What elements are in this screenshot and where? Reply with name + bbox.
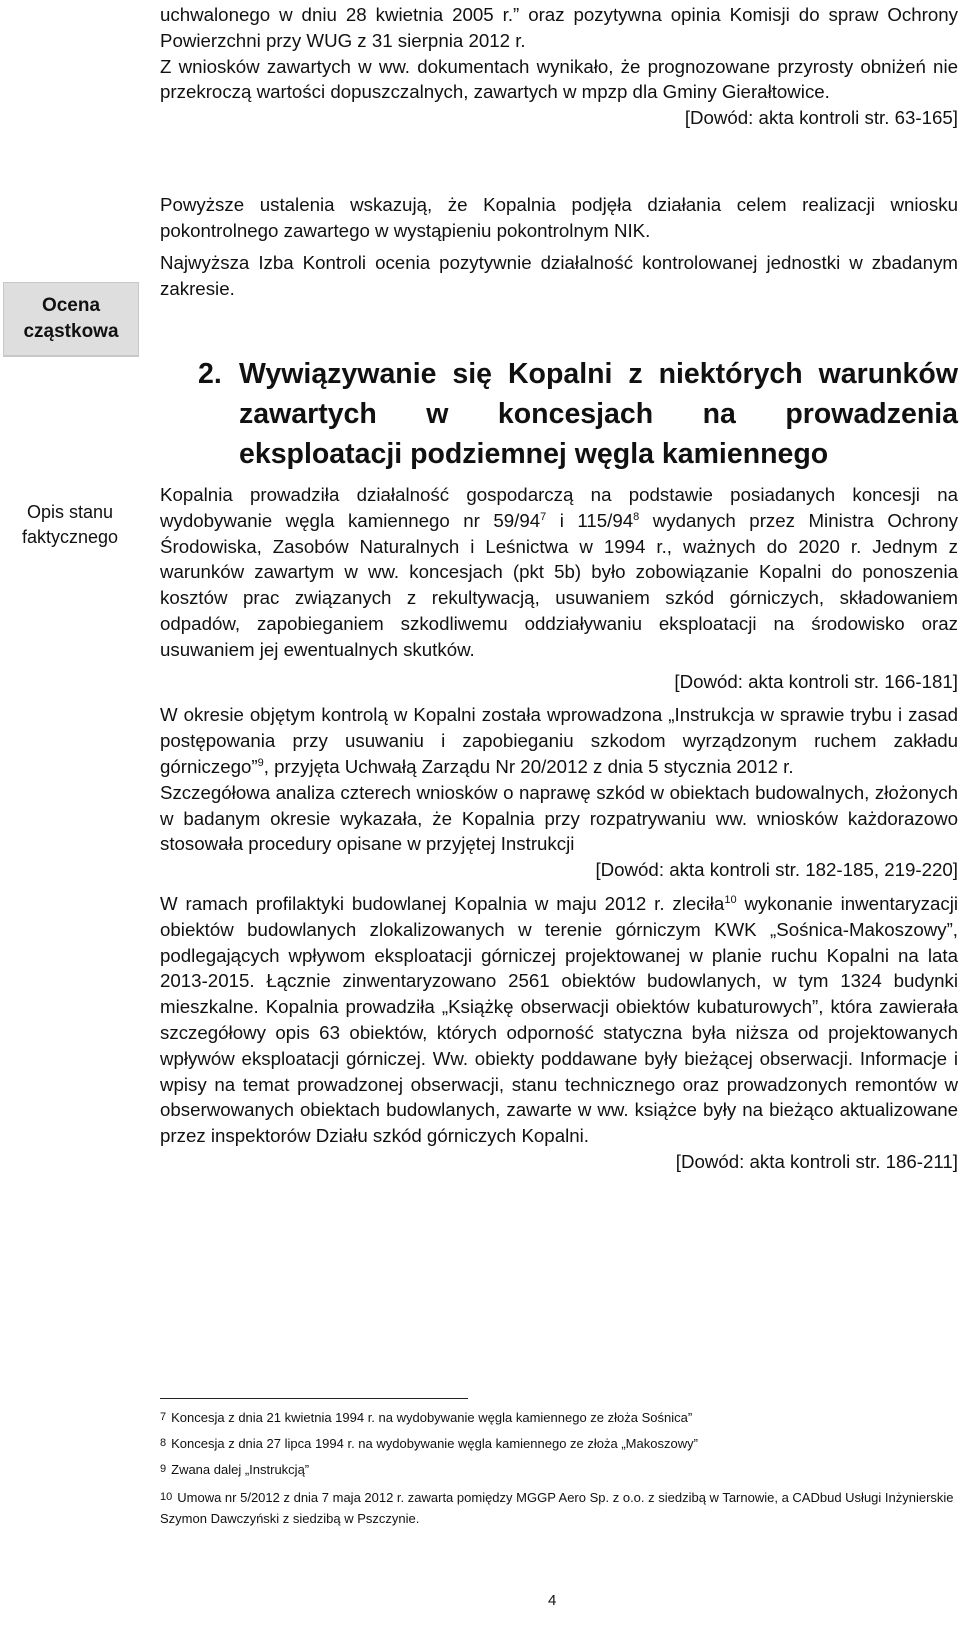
section-heading: [198, 354, 958, 474]
evidence-reference: [Dowód: akta kontroli str. 182-185, 219-220]: [595, 859, 958, 881]
section-title: Wywiązywanie się Kopalni z niektórych warunków zawartych w koncesjach na prowadzenia eksploatacji podziemnej węgla kamiennego: [239, 358, 958, 470]
section-number: 2.: [198, 358, 222, 390]
evidence-reference: [Dowód: akta kontroli str. 186-211]: [675, 1150, 958, 1172]
page-number: 4: [548, 1592, 557, 1609]
paragraph: W ramach profilaktyki budowlanej Kopalnia w maju 2012 r. zleciła$^{10}$ wykonanie inwentaryzacji obiektów budowlanych zlokalizowanych w terenie górniczym KWK „Sośnica-Makoszowy”, podlegających wpływom eksploatacji górniczej projektowanej w planie ruchu Kopalni na lata 2013-2015. Łącznie zinwentaryzowano 2561 obiektów budowlanych, w tym 1324 budynki mieszkalne. Kopalnia prowadziła „Książkę obserwacji obiektów kubaturowych”, która zawierała szczegółowy opis 63 obiektów, których odporność statyczna była niższa od projektowanych wpływów eksploatacji górniczej. Ww. obiekty poddawane były bieżącej obserwacji. Informacje i wpisy na temat prowadzonej obserwacji, stanu technicznego oraz prowadzonych remontów w obserwowanych obiektach budowlanych, zawarte w ww. książce były na bieżąco aktualizowane przez inspektorów Działu szkód górniczych Kopalni.: [160, 892, 959, 1147]
sidebar-label: Opis stanu: [26, 502, 114, 522]
paragraph: Powyższe ustalenia wskazują, że Kopalnia podjęła działania celem realizacji wniosku pokontrolnego zawartego w wystąpieniu pokontrolnym NIK.: [160, 194, 958, 241]
continuation-text: [160, 2, 958, 131]
sidebar-label: cząstkowa: [23, 321, 119, 342]
footnote: 8 Koncesja z dnia 27 lipca 1994 r. na wydobywanie węgla kamiennego ze złoża „Makoszowy”: [160, 1436, 698, 1451]
paragraph: Kopalnia prowadziła działalność gospodarczą na podstawie posiadanych koncesji na wydobywanie węgla kamiennego nr $59/94^7$ i $115/94^8$ wydanych przez Ministra Ochrony Środowiska, Zasobów Naturalnych i Leśnictwa w 1994 r., ważnych do 2020 r. Jednym z warunków zawartym w ww. koncesjach (pkt 5b) było zobowiązanie Kopalni do ponoszenia kosztów prac związanych z rekultywacją, usuwaniem szkód górniczych, składowaniem odpadów, zapobieganiem szkodliwemu oddziaływaniu eksploatacji na środowisko oraz usuwaniem jej ewentualnych skutków.: [160, 484, 958, 660]
evidence-reference: [Dowód: akta kontroli str. 166-181]: [674, 670, 958, 692]
conclusion-text: [160, 192, 958, 244]
footnote-separator: [160, 1398, 468, 1399]
footnote-ref: 9: [257, 756, 264, 769]
footnote: 9 Zwana dalej „Instrukcją”: [160, 1462, 310, 1477]
ocena-czastkowa-box: [3, 282, 139, 356]
evidence-reference: [Dowód: akta kontroli str. 63-165]: [684, 107, 958, 129]
opis-stanu-faktycznego-label: [3, 500, 137, 550]
footnote: 7 Koncesja z dnia 21 kwietnia 1994 r. na wydobywanie węgla kamiennego ze złoża Sośnica”: [160, 1410, 693, 1425]
paragraph: uchwalonego w dniu 28 kwietnia 2005 r.” oraz pozytywna opinia Komisji do spraw Ochrony Powierzchni przy WUG z 31 sierpnia 2012 r.: [160, 4, 958, 51]
paragraph: Szczegółowa analiza czterech wniosków o naprawę szkód w obiektach budowalnych, złożonych w badanym okresie wykazała, że Kopalnia przy rozpatrywaniu ww. wniosków każdorazowo stosowała procedury opisane w przyjętej Instrukcji: [160, 781, 958, 855]
footnote-ref: 8: [633, 510, 640, 523]
sidebar-label: faktycznego: [21, 527, 119, 547]
paragraph: Najwyższa Izba Kontroli ocenia pozytywnie działalność kontrolowanej jednostki w zbadanym zakresie.: [160, 252, 958, 299]
footnote: 10 Umowa nr 5/2012 z dnia 7 maja 2012 r. zawarta pomiędzy MGGP Aero Sp. z o.o. z siedzibą w Tarnowie, a CADbud Usługi Inżynierskie Szymon Dawczyński z siedzibą w Pszczynie.: [160, 1490, 954, 1526]
sidebar-label: Ocena: [41, 295, 101, 316]
footnote-ref: 10: [724, 893, 737, 906]
body-text: [160, 482, 958, 1175]
footnote-ref: 7: [540, 510, 547, 523]
paragraph: W okresie objętym kontrolą w Kopalni została wprowadzona „Instrukcja w sprawie trybu i zasad postępowania przy usuwaniu i zapobieganiu szkodom wyrządzonym ruchem zakładu górniczego”$^9$, przyjęta Uchwałą Zarządu Nr 20/2012 z dnia 5 stycznia 2012 r.: [160, 704, 958, 777]
ocena-text: [160, 250, 958, 302]
paragraph: Z wniosków zawartych w ww. dokumentach wynikało, że prognozowane przyrosty obniżeń nie przekroczą wartości dopuszczalnych, zawartych w mpzp dla Gminy Gierałtowice.: [160, 55, 958, 103]
